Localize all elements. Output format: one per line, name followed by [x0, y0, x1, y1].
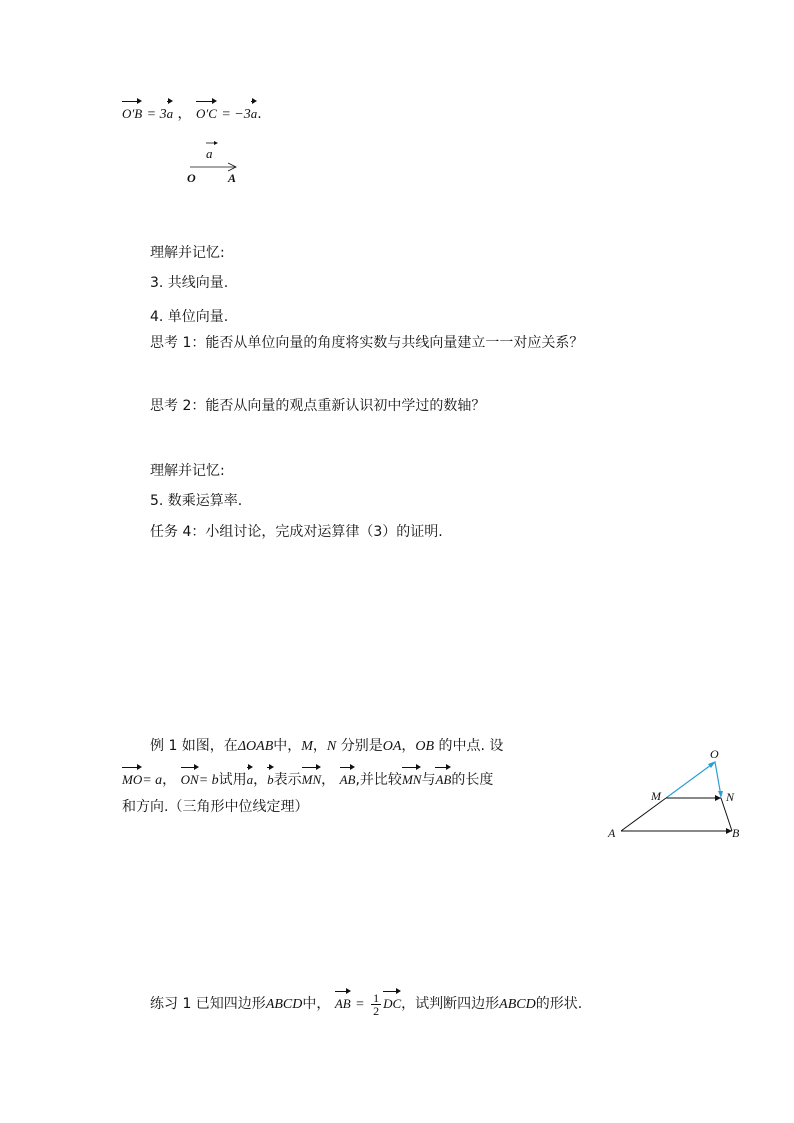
vector-oc-prime: O′C [196, 98, 217, 124]
vector-mo: MO [122, 764, 142, 790]
example-1-with: 与 [421, 772, 436, 788]
task-4: 任务 4：小组讨论，完成对运算律（3）的证明. [150, 524, 443, 540]
eq-on-b: = b [198, 773, 219, 788]
quad-abcd: ABCD [265, 997, 303, 1012]
vector-ab-3: AB [335, 988, 351, 1014]
formula-end: . [257, 106, 262, 122]
fraction-denominator: 2 [373, 1003, 380, 1018]
think-1: 思考 1：能否从单位向量的角度将实数与共线向量建立一一对应关系？ [150, 335, 584, 351]
fraction-one-half [371, 992, 381, 1017]
item-4-unit-vector: 4. 单位向量. [150, 309, 229, 325]
vector-ab-2: AB [435, 764, 451, 790]
segment-oa: OA [382, 739, 402, 754]
example-1-represent: 表示 [273, 772, 302, 788]
exercise-eq: = [355, 997, 365, 1012]
point-o-label: O [187, 171, 196, 185]
quad-abcd-2: ABCD [499, 997, 536, 1012]
point-n: N [326, 739, 337, 754]
fig-label-o: O [710, 747, 719, 761]
think-2: 思考 2：能否从向量的观点重新认识初中学过的数轴？ [150, 398, 486, 414]
point-a-label: A [228, 171, 237, 185]
vector-dc: DC [383, 988, 401, 1014]
example-1-line-1 [150, 736, 503, 757]
example-1-line-2: MO= a， ON= b试用a，b表示MN， AB,并比较MN与AB的长度 [122, 764, 493, 791]
example-1-length-direction: 的长度 [451, 772, 494, 788]
fig-label-m: M [651, 789, 661, 803]
item-3-collinear: 3. 共线向量. [150, 275, 229, 291]
fraction-numerator: 1 [373, 990, 380, 1005]
point-m: M [301, 739, 313, 754]
exercise-1-prefix: 练习 1 已知四边形 [150, 996, 266, 1012]
example-1-respectively: 分别是 [340, 738, 383, 754]
formula-eq-1: = 3 [146, 107, 167, 122]
exercise-1-judge: ，试判断四边形 [401, 996, 500, 1012]
vector-on: ON [181, 764, 199, 790]
exercise-1 [150, 988, 582, 1017]
vector-a-2: a [251, 98, 258, 124]
fig-label-a: A [608, 826, 616, 840]
example-1-comma-2: ， [401, 738, 416, 754]
item-5-operation-law: 5. 数乘运算率. [150, 493, 243, 509]
exercise-1-shape: 的形状. [535, 996, 583, 1012]
triangle-oab-figure [604, 745, 754, 845]
understand-heading-1: 理解并记忆: [150, 245, 225, 261]
example-1-comma: ， [312, 738, 327, 754]
understand-heading-2: 理解并记忆: [150, 463, 225, 479]
vector-b: b [267, 764, 274, 790]
vector-ob-prime: O′B [122, 98, 142, 124]
formula-eq-2: = −3 [221, 107, 251, 122]
segment-ob: OB [415, 739, 435, 754]
vector-mn-2: MN [402, 764, 422, 790]
example-1-intro: 例 1 如图，在 [150, 738, 238, 754]
vector-ab: AB [340, 764, 356, 790]
triangle-oab: ΔOAB [237, 739, 274, 754]
vector-a-label: a [206, 146, 213, 161]
vector-oa-figure [180, 138, 250, 188]
formula-sep: ， [177, 106, 192, 122]
vector-formula-line [122, 98, 262, 125]
exercise-1-in: 中， [302, 996, 331, 1012]
example-1-midpoint: 的中点. 设 [438, 738, 504, 754]
vector-a-1: a [167, 98, 174, 124]
example-1-compare: ,并比较 [355, 772, 402, 788]
example-1-line-3: 和方向.（三角形中位线定理） [122, 799, 309, 815]
example-1-try: 试用 [218, 772, 247, 788]
eq-mo-a: = a [142, 773, 163, 788]
vector-a-3: a [247, 764, 254, 790]
vector-mn: MN [302, 764, 322, 790]
fig-label-n: N [726, 790, 735, 804]
fig-label-b: B [732, 826, 740, 840]
example-1-in: 中， [273, 738, 302, 754]
